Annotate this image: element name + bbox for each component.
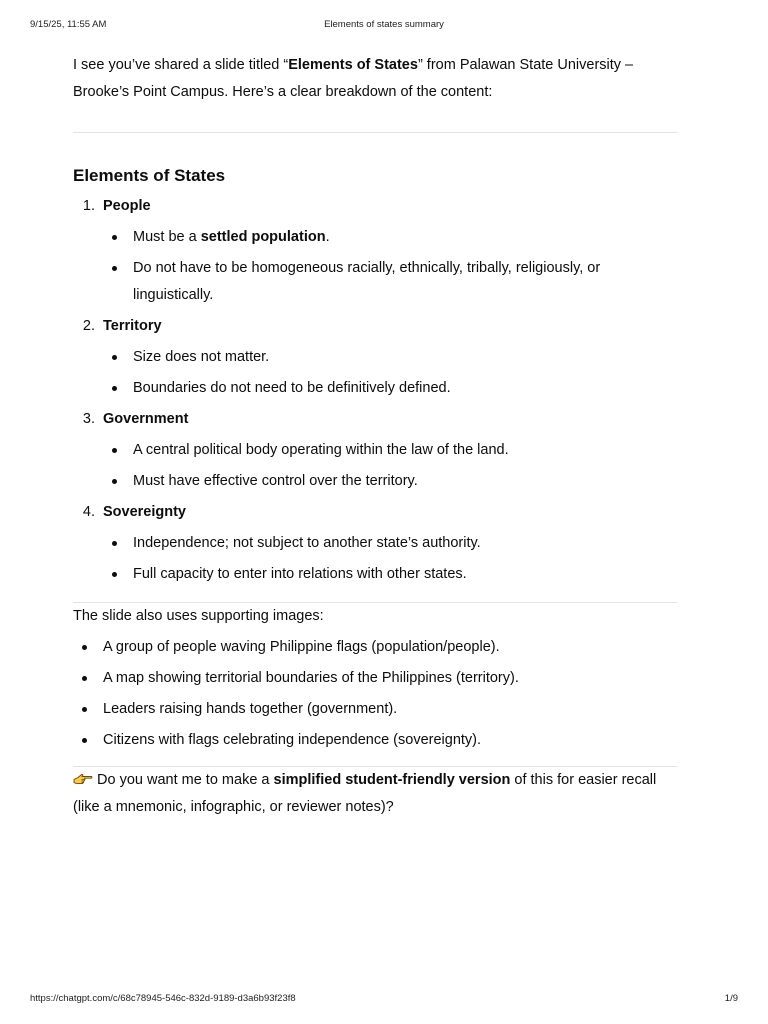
element-title: Territory bbox=[103, 318, 162, 334]
supporting-list bbox=[73, 634, 677, 754]
list-item bbox=[103, 344, 677, 371]
bullet-text: Boundaries do not need to be definitively defined. bbox=[133, 380, 451, 396]
bullet-text: Size does not matter. bbox=[133, 349, 270, 365]
closing-bold: simplified student-friendly version bbox=[273, 772, 511, 788]
bullet-text: Full capacity to enter into relations with other states. bbox=[133, 566, 467, 582]
list-item-sovereignty bbox=[73, 499, 677, 588]
intro-slide-title: Elements of States bbox=[288, 57, 418, 73]
intro-text-end: ” from Palawan State University – Brooke’s Point Campus. Here’s a clear breakdown of the content: bbox=[73, 57, 634, 100]
bullet-text: Independence; not subject to another state’s authority. bbox=[133, 535, 481, 551]
section-heading: Elements of States bbox=[73, 166, 226, 185]
list-item: A map showing territorial boundaries of the Philippines (territory). bbox=[73, 665, 677, 692]
print-header bbox=[30, 19, 738, 33]
list-item: Citizens with flags celebrating independence (sovereignty). bbox=[73, 727, 677, 754]
list-item: A group of people waving Philippine flags (population/people). bbox=[73, 634, 677, 661]
list-item-territory bbox=[73, 313, 677, 402]
list-number: 1. bbox=[82, 198, 95, 214]
list-number: 4. bbox=[82, 504, 95, 520]
bullet-text: Do not have to be homogeneous racially, ethnically, tribally, religiously, or linguistically. bbox=[133, 260, 601, 303]
element-title: Sovereignty bbox=[103, 504, 186, 520]
elements-list bbox=[73, 193, 677, 588]
supporting-intro: The slide also uses supporting images: bbox=[73, 608, 324, 624]
list-number: 3. bbox=[82, 411, 95, 427]
list-item bbox=[103, 468, 677, 495]
bullet-bold: settled population bbox=[200, 229, 326, 245]
print-footer bbox=[30, 993, 738, 1007]
sub-list bbox=[103, 437, 677, 495]
list-item bbox=[103, 255, 677, 309]
page-number: 1/9 bbox=[724, 993, 738, 1004]
intro-paragraph bbox=[73, 52, 677, 106]
element-title: Government bbox=[103, 411, 189, 427]
list-number: 2. bbox=[82, 318, 95, 334]
bullet-text-end: . bbox=[325, 229, 330, 245]
sub-list bbox=[103, 530, 677, 588]
list-item bbox=[103, 437, 677, 464]
closing-text-end: of this for easier recall (like a mnemonic, infographic, or reviewer notes)? bbox=[73, 772, 657, 815]
list-item: Leaders raising hands together (government). bbox=[73, 696, 677, 723]
list-item bbox=[103, 375, 677, 402]
list-item-government bbox=[73, 406, 677, 495]
list-item bbox=[103, 561, 677, 588]
bullet-text: Must be a bbox=[133, 229, 201, 245]
closing-text-start: Do you want me to make a bbox=[97, 772, 274, 788]
list-item bbox=[103, 224, 677, 251]
intro-text-start: I see you’ve shared a slide titled “ bbox=[73, 57, 289, 73]
list-item-people bbox=[73, 193, 677, 309]
print-timestamp: 9/15/25, 11:55 AM bbox=[30, 19, 107, 30]
message-content bbox=[73, 52, 677, 821]
print-url: https://chatgpt.com/c/68c78945-546c-832d-9189-d3a6b93f23f8 bbox=[30, 993, 296, 1004]
print-title: Elements of states summary bbox=[324, 19, 444, 30]
list-item bbox=[103, 530, 677, 557]
closing-paragraph bbox=[73, 767, 677, 821]
pointing-hand-icon bbox=[73, 769, 93, 783]
element-title: People bbox=[103, 198, 151, 214]
sub-list bbox=[103, 224, 677, 309]
bullet-text: Must have effective control over the territory. bbox=[133, 473, 418, 489]
sub-list bbox=[103, 344, 677, 402]
bullet-text: A central political body operating within the law of the land. bbox=[133, 442, 509, 458]
divider bbox=[73, 132, 677, 133]
